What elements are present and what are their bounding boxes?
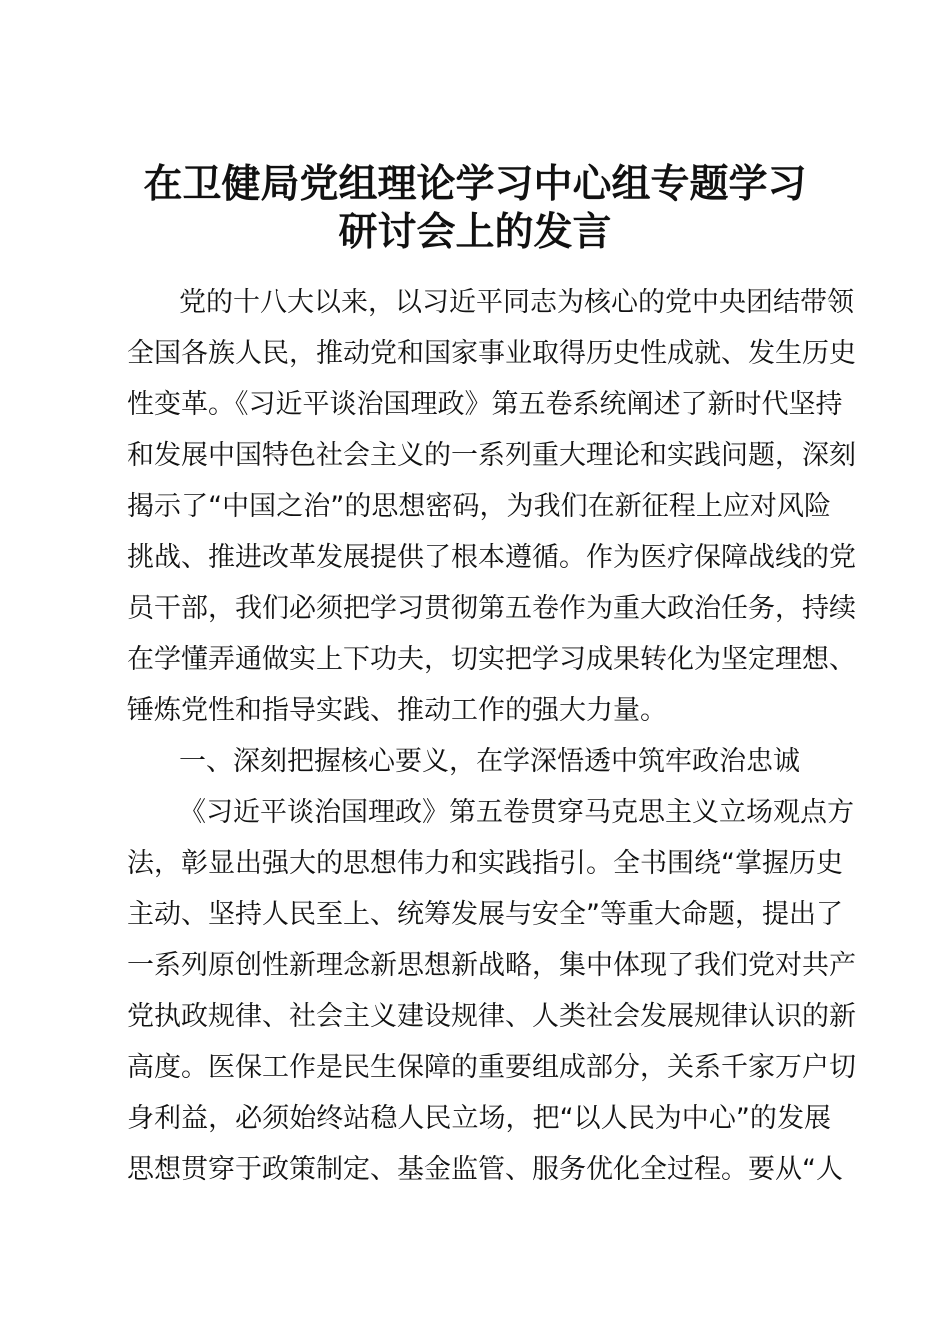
paragraph — [127, 277, 856, 736]
document-body — [127, 277, 856, 1195]
text-line: 一系列原创性新理念新思想新战略，集中体现了我们党对共产 — [127, 950, 856, 981]
text-line: 在学懂弄通做实上下功夫，切实把学习成果转化为坚定理想、 — [127, 644, 856, 675]
text-line: 锤炼党性和指导实践、推动工作的强大力量。 — [127, 695, 667, 726]
text-line: 一、深刻把握核心要义，在学深悟透中筑牢政治忠诚 — [179, 746, 800, 777]
text-line: 和发展中国特色社会主义的一系列重大理论和实践问题，深刻 — [127, 440, 856, 471]
text-line: 主动、坚持人民至上、统筹发展与安全”等重大命题，提出了 — [127, 899, 843, 930]
section-heading — [127, 736, 831, 787]
text-line: 思想贯穿于政策制定、基金监管、服务优化全过程。要从“人 — [127, 1154, 843, 1185]
text-line: 员干部，我们必须把学习贯彻第五卷作为重大政治任务，持续 — [127, 593, 856, 624]
text-line: 《习近平谈治国理政》第五卷贯穿马克思主义立场观点方 — [179, 797, 854, 828]
text-line: 高度。医保工作是民生保障的重要组成部分，关系千家万户切 — [127, 1052, 856, 1083]
title-line: 研讨会上的发言 — [338, 209, 612, 255]
paragraph — [127, 787, 856, 1195]
document-title — [100, 160, 850, 256]
text-line: 身利益，必须始终站稳人民立场，把“以人民为中心”的发展 — [127, 1103, 831, 1134]
text-line: 全国各族人民，推动党和国家事业取得历史性成就、发生历史 — [127, 338, 856, 369]
text-line: 性变革。《习近平谈治国理政》第五卷系统阐述了新时代坚持 — [127, 389, 843, 420]
text-line: 法，彰显出强大的思想伟力和实践指引。全书围绕“掌握历史 — [127, 848, 843, 879]
text-line: 党的十八大以来，以习近平同志为核心的党中央团结带领 — [179, 287, 854, 318]
text-line: 挑战、推进改革发展提供了根本遵循。作为医疗保障战线的党 — [127, 542, 856, 573]
text-line: 揭示了“中国之治”的思想密码，为我们在新征程上应对风险 — [127, 491, 831, 522]
title-line: 在卫健局党组理论学习中心组专题学习 — [143, 161, 807, 207]
text-line: 党执政规律、社会主义建设规律、人类社会发展规律认识的新 — [127, 1001, 856, 1032]
